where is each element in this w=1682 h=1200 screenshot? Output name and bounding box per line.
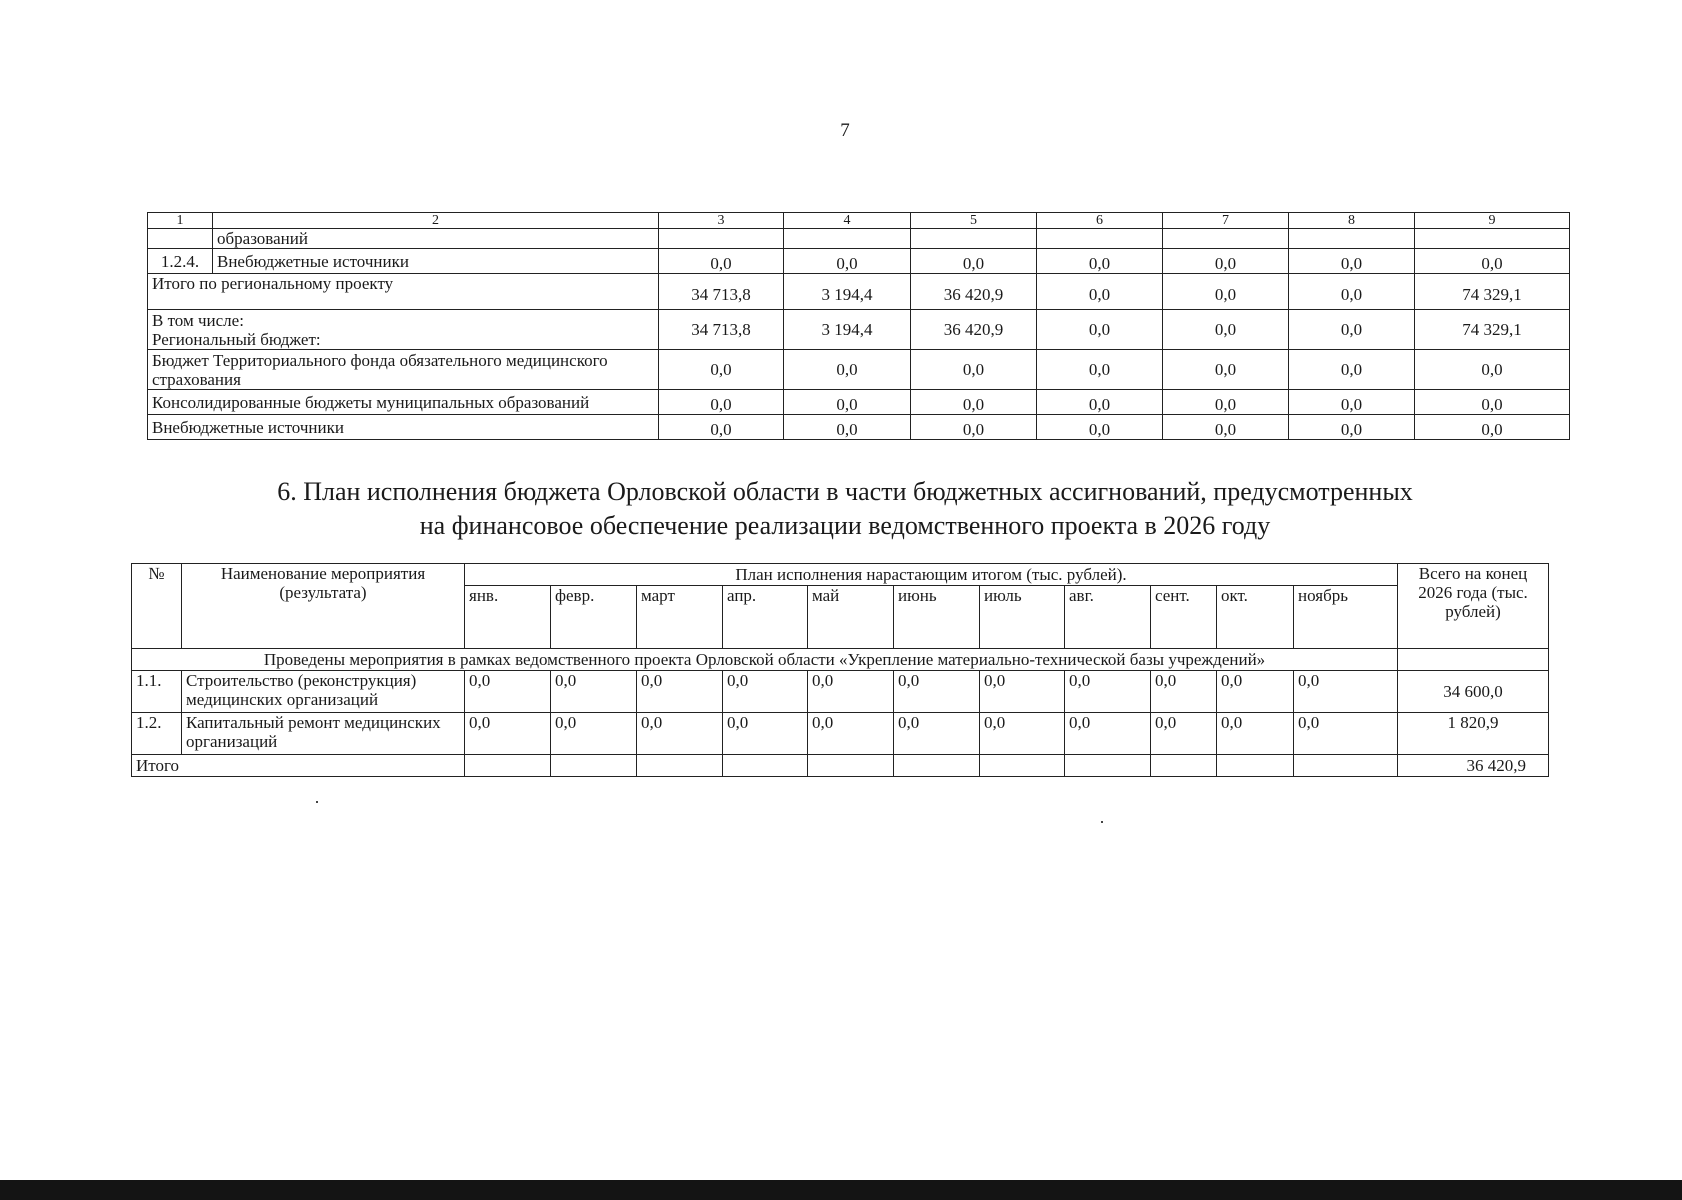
value-cell: 0,0 xyxy=(1037,350,1163,390)
value-cell: 0,0 xyxy=(1037,415,1163,440)
header-cell: 3 xyxy=(659,213,784,229)
section-row xyxy=(132,649,1549,671)
total-value: 36 420,9 xyxy=(1398,755,1549,777)
empty-cell xyxy=(980,755,1065,777)
value-cell xyxy=(1163,229,1289,249)
row-label-line: В том числе: xyxy=(152,310,244,330)
value-cell xyxy=(1289,229,1415,249)
month-value: 0,0 xyxy=(723,671,808,713)
empty-cell xyxy=(808,755,894,777)
section-title xyxy=(0,475,1682,543)
row-number: 1.1. xyxy=(132,671,182,713)
month-header: февр. xyxy=(551,586,637,649)
value-cell: 0,0 xyxy=(784,350,911,390)
section-title-line: 6. План исполнения бюджета Орловской области в части бюджетных ассигнований, предусмотренных xyxy=(277,477,1413,506)
value-cell: 74 329,1 xyxy=(1415,310,1570,350)
value-cell: 0,0 xyxy=(1163,415,1289,440)
table-row xyxy=(148,249,1570,274)
value-cell: 0,0 xyxy=(1415,415,1570,440)
month-value: 0,0 xyxy=(551,671,637,713)
empty-cell xyxy=(1217,755,1294,777)
total-row xyxy=(132,755,1549,777)
row-code: 1.2.4. xyxy=(148,249,213,274)
month-value: 0,0 xyxy=(1217,713,1294,755)
row-number: 1.2. xyxy=(132,713,182,755)
empty-cell xyxy=(894,755,980,777)
value-cell: 0,0 xyxy=(911,415,1037,440)
table-row xyxy=(148,310,1570,350)
value-cell: 0,0 xyxy=(1163,390,1289,415)
header-cell: 7 xyxy=(1163,213,1289,229)
value-cell: 0,0 xyxy=(1037,249,1163,274)
table-row xyxy=(148,274,1570,310)
row-code xyxy=(148,229,213,249)
value-cell: 0,0 xyxy=(1163,310,1289,350)
empty-cell xyxy=(1398,649,1549,671)
value-cell: 0,0 xyxy=(1037,310,1163,350)
month-value: 0,0 xyxy=(1217,671,1294,713)
table-row xyxy=(148,350,1570,390)
row-label: Итого по региональному проекту xyxy=(148,274,659,310)
value-cell: 0,0 xyxy=(784,390,911,415)
value-cell: 0,0 xyxy=(1289,310,1415,350)
section-title-line: на финансовое обеспечение реализации ведомственного проекта в 2026 году xyxy=(419,511,1271,540)
header-cell: 4 xyxy=(784,213,911,229)
table-row xyxy=(148,390,1570,415)
row-label xyxy=(148,310,659,350)
empty-cell xyxy=(465,755,551,777)
month-value: 0,0 xyxy=(1065,671,1151,713)
value-cell: 0,0 xyxy=(659,390,784,415)
value-cell: 0,0 xyxy=(1289,249,1415,274)
value-cell: 3 194,4 xyxy=(784,274,911,310)
month-value: 0,0 xyxy=(894,713,980,755)
month-header: авг. xyxy=(1065,586,1151,649)
col-number-header: № xyxy=(132,564,182,649)
month-value: 0,0 xyxy=(1065,713,1151,755)
section-row-label: Проведены мероприятия в рамках ведомственного проекта Орловской области «Укрепление материально-технической базы учреждений» xyxy=(132,649,1398,671)
table-row xyxy=(148,415,1570,440)
month-header: сент. xyxy=(1151,586,1217,649)
row-total: 34 600,0 xyxy=(1398,671,1549,713)
header-cell: 2 xyxy=(213,213,659,229)
month-header: янв. xyxy=(465,586,551,649)
value-cell: 0,0 xyxy=(659,350,784,390)
total-label: Итого xyxy=(132,755,465,777)
budget-execution-plan-table xyxy=(131,563,1549,777)
value-cell: 0,0 xyxy=(1163,350,1289,390)
month-header: апр. xyxy=(723,586,808,649)
row-total: 1 820,9 xyxy=(1398,713,1549,755)
row-label-line: Региональный бюджет: xyxy=(152,329,321,349)
regional-project-table xyxy=(147,212,1570,440)
month-value: 0,0 xyxy=(465,713,551,755)
value-cell: 0,0 xyxy=(911,350,1037,390)
value-cell: 0,0 xyxy=(1037,274,1163,310)
month-value: 0,0 xyxy=(1294,713,1398,755)
value-cell xyxy=(659,229,784,249)
value-cell xyxy=(1037,229,1163,249)
header-cell: 5 xyxy=(911,213,1037,229)
month-value: 0,0 xyxy=(551,713,637,755)
value-cell: 0,0 xyxy=(1415,390,1570,415)
month-value: 0,0 xyxy=(1294,671,1398,713)
value-cell: 0,0 xyxy=(659,415,784,440)
value-cell: 34 713,8 xyxy=(659,274,784,310)
empty-cell xyxy=(1294,755,1398,777)
month-value: 0,0 xyxy=(808,713,894,755)
empty-cell xyxy=(723,755,808,777)
value-cell: 0,0 xyxy=(784,415,911,440)
empty-cell xyxy=(1065,755,1151,777)
col-total-header: Всего на конец 2026 года (тыс. рублей) xyxy=(1398,564,1549,649)
row-label: образований xyxy=(213,229,659,249)
value-cell: 0,0 xyxy=(1163,249,1289,274)
value-cell: 0,0 xyxy=(784,249,911,274)
month-value: 0,0 xyxy=(1151,671,1217,713)
month-value: 0,0 xyxy=(637,671,723,713)
row-label: Бюджет Территориального фонда обязательного медицинского страхования xyxy=(148,350,659,390)
row-label: Внебюджетные источники xyxy=(148,415,659,440)
col-plan-header: План исполнения нарастающим итогом (тыс. рублей). xyxy=(465,564,1398,586)
value-cell: 0,0 xyxy=(1289,415,1415,440)
value-cell: 0,0 xyxy=(1415,249,1570,274)
month-value: 0,0 xyxy=(980,671,1065,713)
scan-speck xyxy=(316,801,318,803)
value-cell: 34 713,8 xyxy=(659,310,784,350)
month-value: 0,0 xyxy=(894,671,980,713)
page-number: 7 xyxy=(840,120,850,141)
month-value: 0,0 xyxy=(723,713,808,755)
header-cell: 9 xyxy=(1415,213,1570,229)
value-cell: 0,0 xyxy=(911,249,1037,274)
value-cell xyxy=(1415,229,1570,249)
empty-cell xyxy=(637,755,723,777)
header-cell: 1 xyxy=(148,213,213,229)
value-cell xyxy=(911,229,1037,249)
value-cell: 0,0 xyxy=(1289,390,1415,415)
table-header-row xyxy=(132,564,1549,586)
month-value: 0,0 xyxy=(980,713,1065,755)
month-header: окт. xyxy=(1217,586,1294,649)
month-header: июль xyxy=(980,586,1065,649)
value-cell: 0,0 xyxy=(659,249,784,274)
scan-edge-bar xyxy=(0,1180,1682,1200)
table-header-row xyxy=(148,213,1570,229)
scan-speck xyxy=(1101,821,1103,823)
row-label: Внебюджетные источники xyxy=(213,249,659,274)
month-value: 0,0 xyxy=(465,671,551,713)
empty-cell xyxy=(1151,755,1217,777)
month-value: 0,0 xyxy=(808,671,894,713)
value-cell: 0,0 xyxy=(911,390,1037,415)
value-cell: 3 194,4 xyxy=(784,310,911,350)
value-cell: 0,0 xyxy=(1289,350,1415,390)
empty-cell xyxy=(551,755,637,777)
table-row xyxy=(148,229,1570,249)
row-name: Строительство (реконструкция) медицинских организаций xyxy=(182,671,465,713)
month-header: май xyxy=(808,586,894,649)
row-label: Консолидированные бюджеты муниципальных образований xyxy=(148,390,659,415)
header-cell: 8 xyxy=(1289,213,1415,229)
value-cell: 0,0 xyxy=(1163,274,1289,310)
header-cell: 6 xyxy=(1037,213,1163,229)
value-cell: 0,0 xyxy=(1289,274,1415,310)
month-value: 0,0 xyxy=(1151,713,1217,755)
col-name-header: Наименование мероприятия (результата) xyxy=(182,564,465,649)
table-row xyxy=(132,671,1549,713)
value-cell: 36 420,9 xyxy=(911,274,1037,310)
table-row xyxy=(132,713,1549,755)
value-cell xyxy=(784,229,911,249)
value-cell: 0,0 xyxy=(1415,350,1570,390)
month-value: 0,0 xyxy=(637,713,723,755)
row-name: Капитальный ремонт медицинских организаций xyxy=(182,713,465,755)
value-cell: 0,0 xyxy=(1037,390,1163,415)
value-cell: 36 420,9 xyxy=(911,310,1037,350)
value-cell: 74 329,1 xyxy=(1415,274,1570,310)
month-header: июнь xyxy=(894,586,980,649)
month-header: ноябрь xyxy=(1294,586,1398,649)
month-header: март xyxy=(637,586,723,649)
